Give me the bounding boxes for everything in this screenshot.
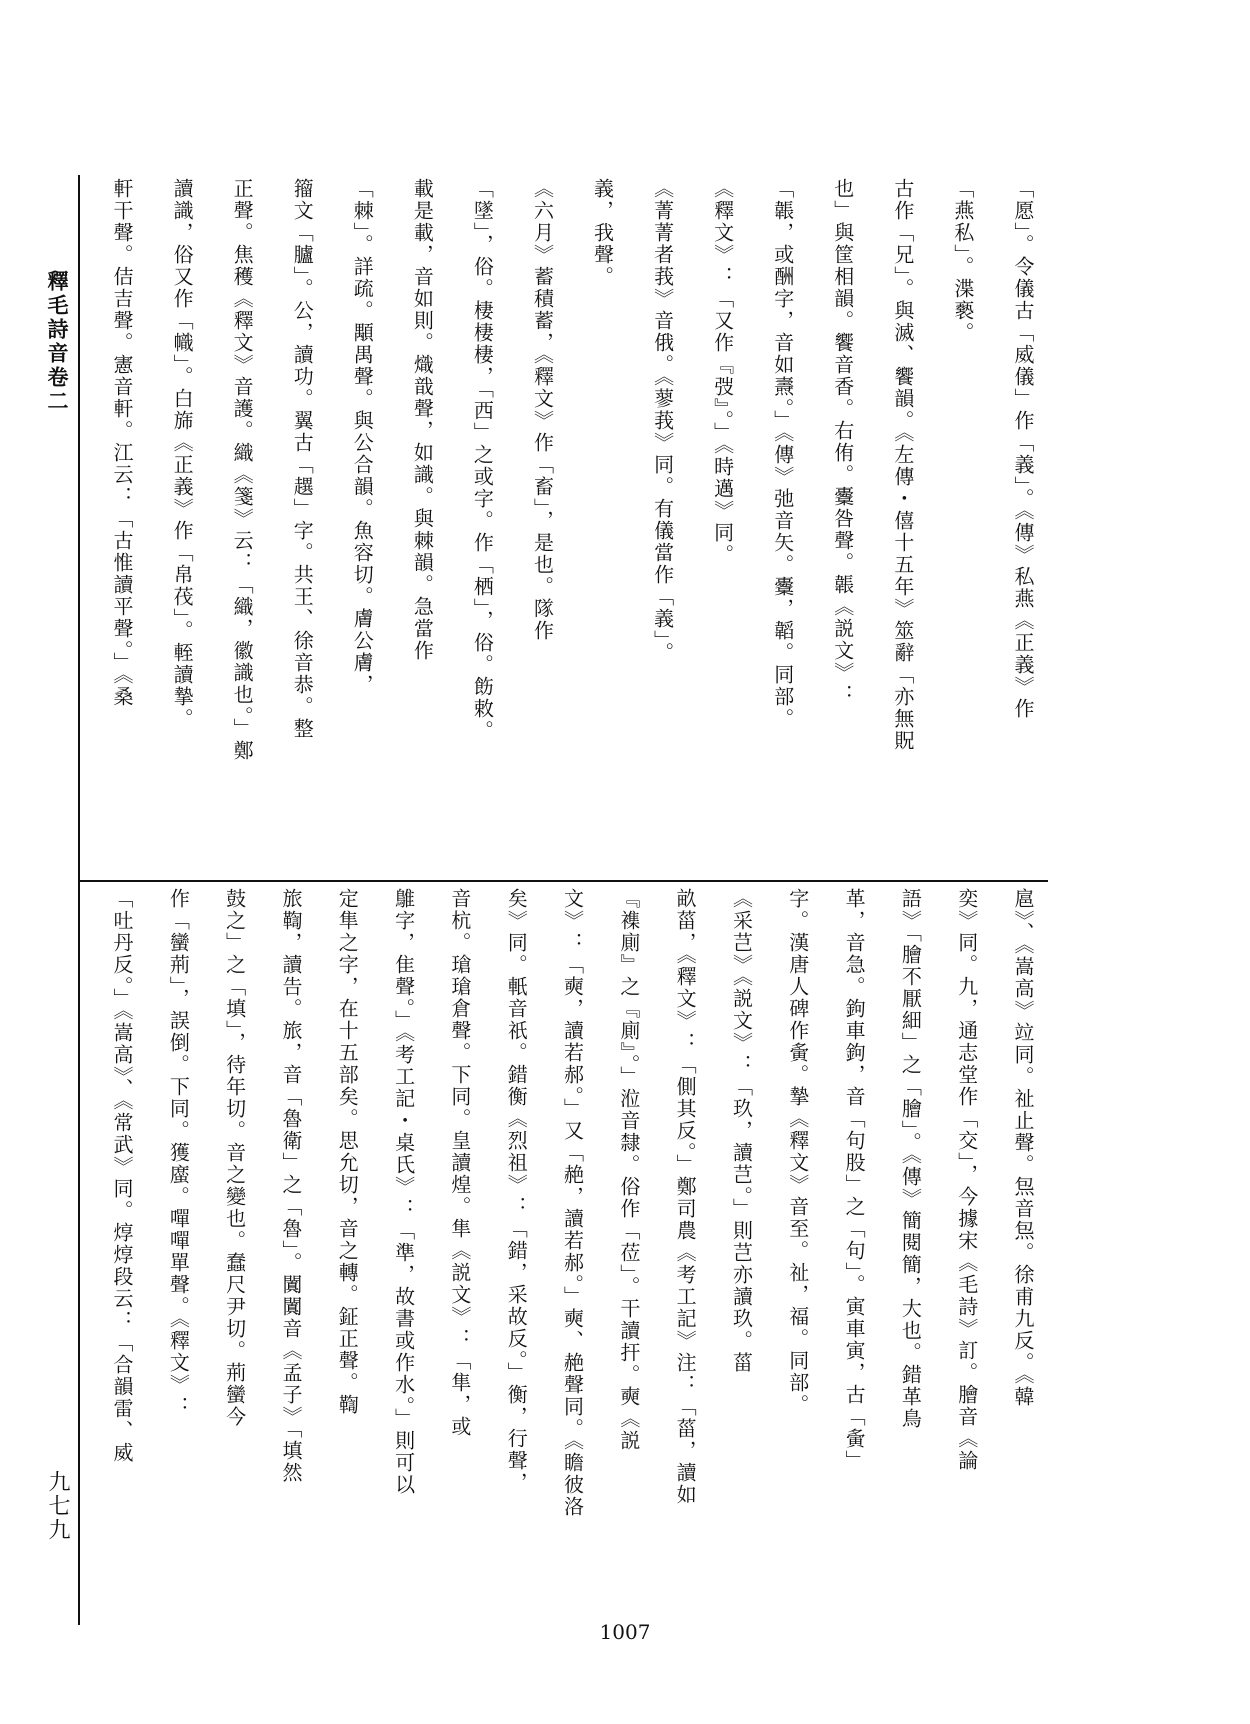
text-column: 革，音急。鉤車鉤，音「句股」之「句」。寅車寅，古「夤」 <box>842 888 867 1472</box>
text-column: 鼓之」之「填」，待年切。音之變也。蠢尺尹切。荊蠻今 <box>222 888 247 1428</box>
text-column: 語》「膾不厭細」之「膾」。《傳》簡閱簡，大也。錯革鳥 <box>898 888 923 1430</box>
text-column: 籀文「臚」。公，讀功。翼古「趩」字。共王、徐音恭。整 <box>290 178 315 740</box>
text-column: 定隼之字，在十五部矣。思允切，音之轉。鉦正聲。鞫 <box>335 888 360 1416</box>
text-column: 《六月》蓄積蓄，《釋文》作「畜」，是也。隊作 <box>530 178 555 642</box>
text-column: 旅鞫，讀告。旅，音「魯衛」之「魯」。闐闐音《孟子》「填然 <box>278 888 303 1484</box>
text-column: 文》：「奭，讀若郝。」又「赩，讀若郝。」奭、赩聲同。《瞻彼洛 <box>560 888 585 1518</box>
running-head: 釋毛詩音卷二 <box>45 270 70 414</box>
text-column: 《采芑》《説文》：「玖，讀芑。」則芑亦讀玖。菑 <box>729 888 754 1374</box>
text-column: 《釋文》：「又作『弢』。」《時邁》同。 <box>710 178 735 566</box>
upper-text-block <box>100 178 1045 876</box>
text-column: 義，我聲。 <box>590 178 615 288</box>
outer-left-rule <box>78 175 80 1625</box>
middle-divider <box>78 880 1048 882</box>
text-column: 音杭。瑲瑲倉聲。下同。皇讀煌。隼《説文》：「隼，或 <box>447 888 472 1438</box>
text-column: 矣》同。軝音祇。錯衡《烈祖》：「錯，采故反。」衡，行聲， <box>504 888 529 1494</box>
text-column: 也」與筐相韻。饗音香。右侑。櫜咎聲。韔《説文》： <box>830 178 855 706</box>
text-column: 「韔，或酬字，音如燾。」《傳》弛音矢。櫜，韜。同部。 <box>770 178 795 730</box>
text-column: 作「蠻荊」，誤倒。下同。獲䗪。嘽嘽單聲。《釋文》： <box>166 888 191 1418</box>
text-column: 「燕私」。渫褻。 <box>950 178 975 344</box>
text-column: 字。漢唐人碑作夤。摯《釋文》音至。祉，福。同部。 <box>785 888 810 1416</box>
text-column: 畝菑，《釋文》：「側其反。」鄭司農《考工記》注：「菑，讀如 <box>673 888 698 1506</box>
text-column: 扈》、《嵩高》竝同。祉止聲。炰音炰。徐甫九反。《韓 <box>1011 888 1035 1408</box>
page-number: 1007 <box>599 1620 651 1644</box>
text-column: 「吐丹反。」《嵩高》、《常武》同。焞焞段云：「合韻雷、威 <box>110 888 134 1464</box>
text-column: 鵻字，隹聲。」《考工記・桌氏》：「準，故書或作水。」則可以 <box>391 888 416 1496</box>
text-column: 『襍廁』之『廁』。」涖音隸。俗作「莅」。干讀扞。奭《説 <box>616 888 641 1452</box>
text-column: 「愿」。令儀古「威儀」作「義」。《傳》私燕《正義》作 <box>1010 178 1035 720</box>
text-column: 古作「兄」。與滅、饗韻。《左傳・僖十五年》筮辭「亦無貺 <box>890 178 915 752</box>
lower-text-block <box>100 888 1045 1616</box>
text-column: 奕》同。九，通志堂作「交」，今據宋《毛詩》訂。膾音《論 <box>954 888 979 1472</box>
text-column: 軒干聲。佶吉聲。憲音軒。江云：「古惟讀平聲。」《桑 <box>110 178 134 708</box>
text-column: 載是載，音如則。熾戠聲，如識。與棘韻。急當作 <box>410 178 435 662</box>
margin-page-number: 九七九 <box>45 1470 70 1542</box>
text-column: 正聲。焦穫《釋文》音護。織《箋》云：「織，徽識也。」鄭 <box>230 178 255 762</box>
text-column: 「墜」，俗。棲棲棲，「西」之或字。作「栖」，俗。飭敕。 <box>470 178 495 742</box>
text-column: 讀識，俗又作「幟」。白旆《正義》作「帛茷」。輊讀摯。 <box>170 178 195 730</box>
text-column: 《菁菁者莪》音俄。《蓼莪》同。有儀當作「義」。 <box>650 178 675 664</box>
text-column: 「棘」。詳疏。顒禺聲。與公合韻。魚容切。膚公膚， <box>350 178 375 696</box>
